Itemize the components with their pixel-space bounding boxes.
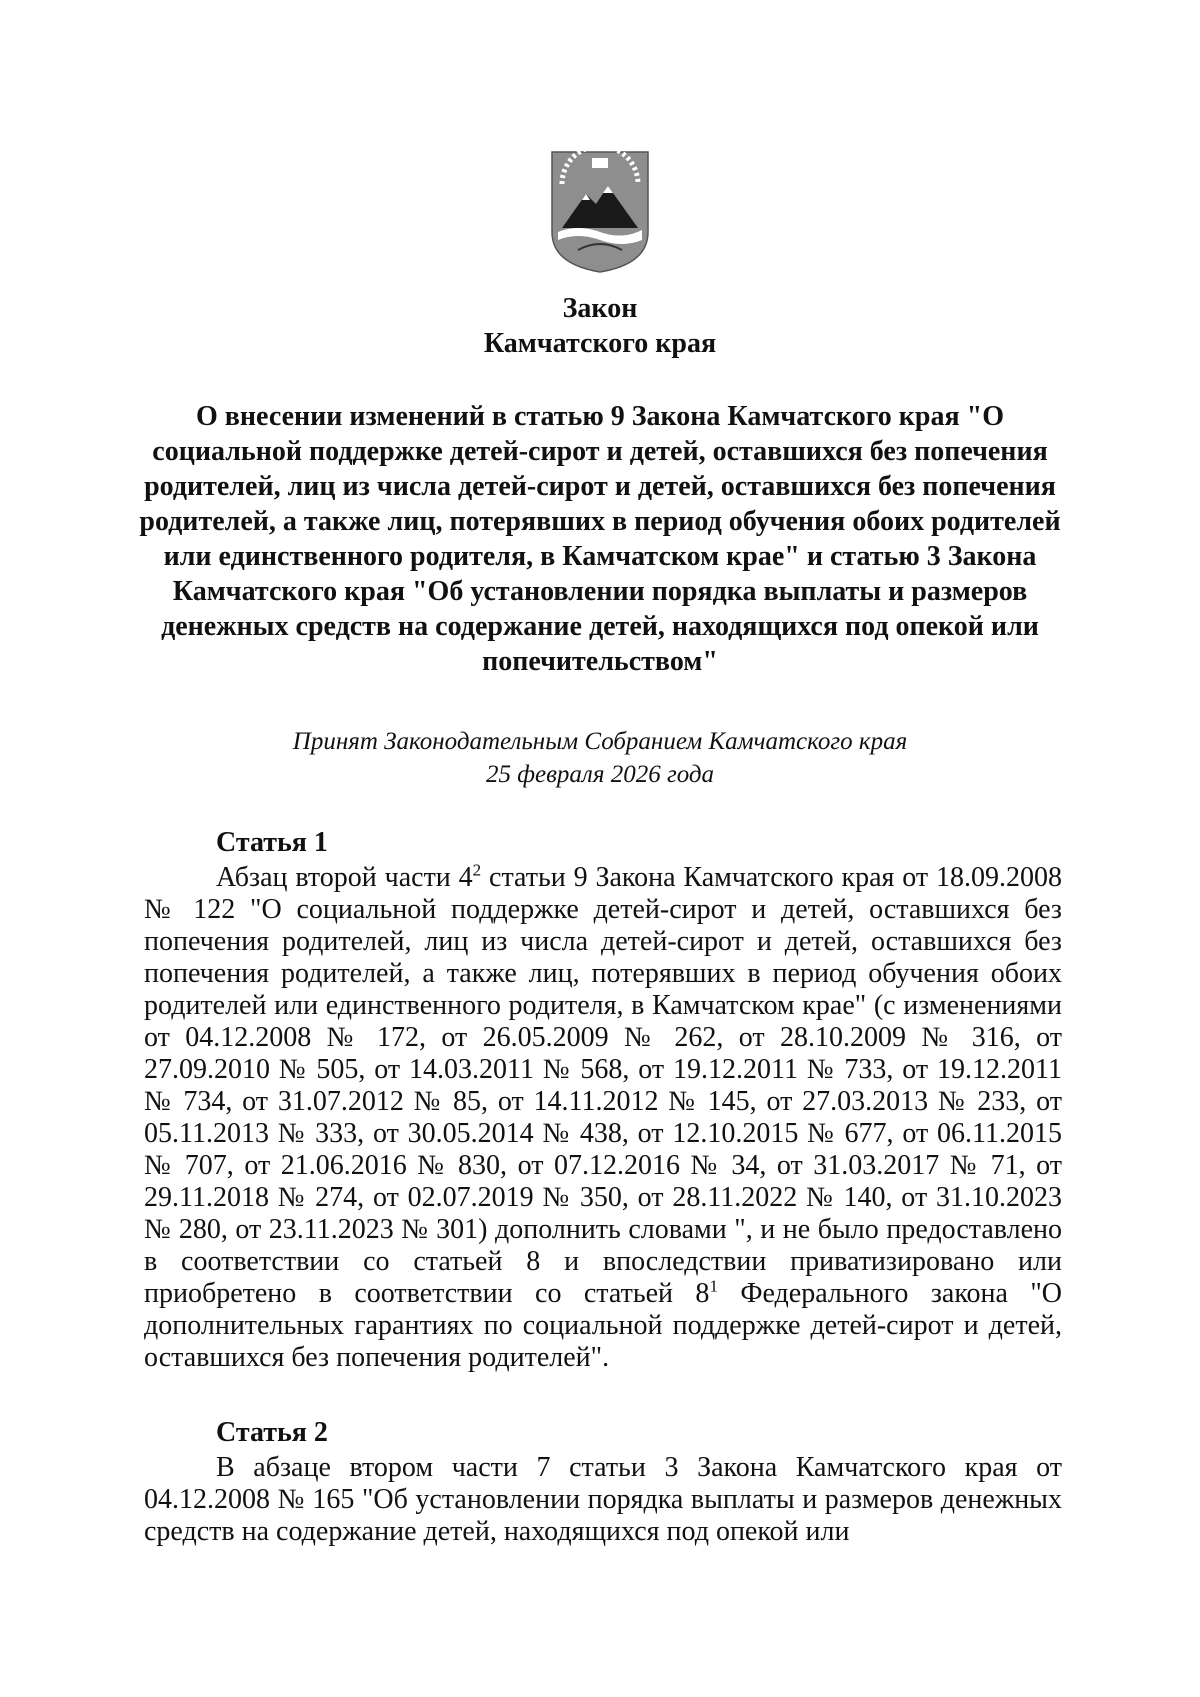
kamchatka-coat-of-arms-icon [548,140,652,274]
article-1-superscript-1: 2 [472,860,482,880]
article-1-text-mid: статьи 9 Закона Камчатского края от 18.09.2008 № 122 "О социальной поддержке детей-сирот и детей, оставшихся без попечения родителей, лиц из числа детей-сирот и детей, оставшихся без попечения родителей, а также лиц, потерявших в период обучения обоих родителей или единственного родителя, в Камчатском крае" (с изменениями от 04.12.2008 № 172, от 26.05.2009 № 262, от 28.10.2009 № 316, от 27.09.2010 № 505, от 14.03.2011 № 568, от 19.12.2011 № 733, от 19.12.2011 № 734, от 31.07.2012 № 85, от 14.11.2012 № 145, от 27.03.2013 № 233, от 05.11.2013 № 333, от 30.05.2014 № 438, от 12.10.2015 № 677, от 06.11.2015 № 707, от 21.06.2016 № 830, от 07.12.2016 № 34, от 31.03.2017 № 71, от 29.11.2018 № 274, от 02.07.2019 № 350, от 28.11.2022 № 140, от 31.10.2023 № 280, от 23.11.2023 № 301) дополнить словами ", и не было предоставлено в соответствии со статьей 8 и впоследствии приватизировано или приобретено в соответствии со статьей 8 [144,862,1062,1309]
article-1-text-start: Абзац второй части 4 [216,862,473,893]
adoption-line1: Принят Законодательным Собранием Камчатского края [292,728,908,755]
law-title-line2: Камчатского края [483,328,717,359]
article-1-superscript-2: 1 [709,1276,718,1296]
law-title-line1: Закон [562,293,638,324]
article-1-text-end: Федерального закона "О дополнительных гарантиях по социальной поддержке детей-сирот и детей, оставшихся без попечения родителей". [144,1278,1062,1373]
adoption-date: 25 февраля 2026 года [485,761,715,788]
article-1-body [144,862,1062,1374]
law-subject: О внесении изменений в статью 9 Закона Камчатского края "О социальной поддержке детей-сирот и детей, оставшихся без попечения родителей, лиц из числа детей-сирот и детей, оставшихся без попечения родителей, а также лиц, потерявших в период обучения обоих родителей или единственного родителя, в Камчатском крае" и статью 3 Закона Камчатского края "Об установлении порядка выплаты и размеров денежных средств на содержание детей, находящихся под опекой или попечительством" [139,401,1061,677]
article-1-heading: Статья 1 [216,827,328,858]
adoption-note [0,725,1200,791]
article-2-heading: Статья 2 [216,1417,328,1448]
article-2-body: В абзаце втором части 7 статьи 3 Закона Камчатского края от 04.12.2008 № 165 "Об установлении порядка выплаты и размеров денежных средств на содержание детей, находящихся под опекой или [144,1452,1062,1547]
law-title [0,291,1200,361]
